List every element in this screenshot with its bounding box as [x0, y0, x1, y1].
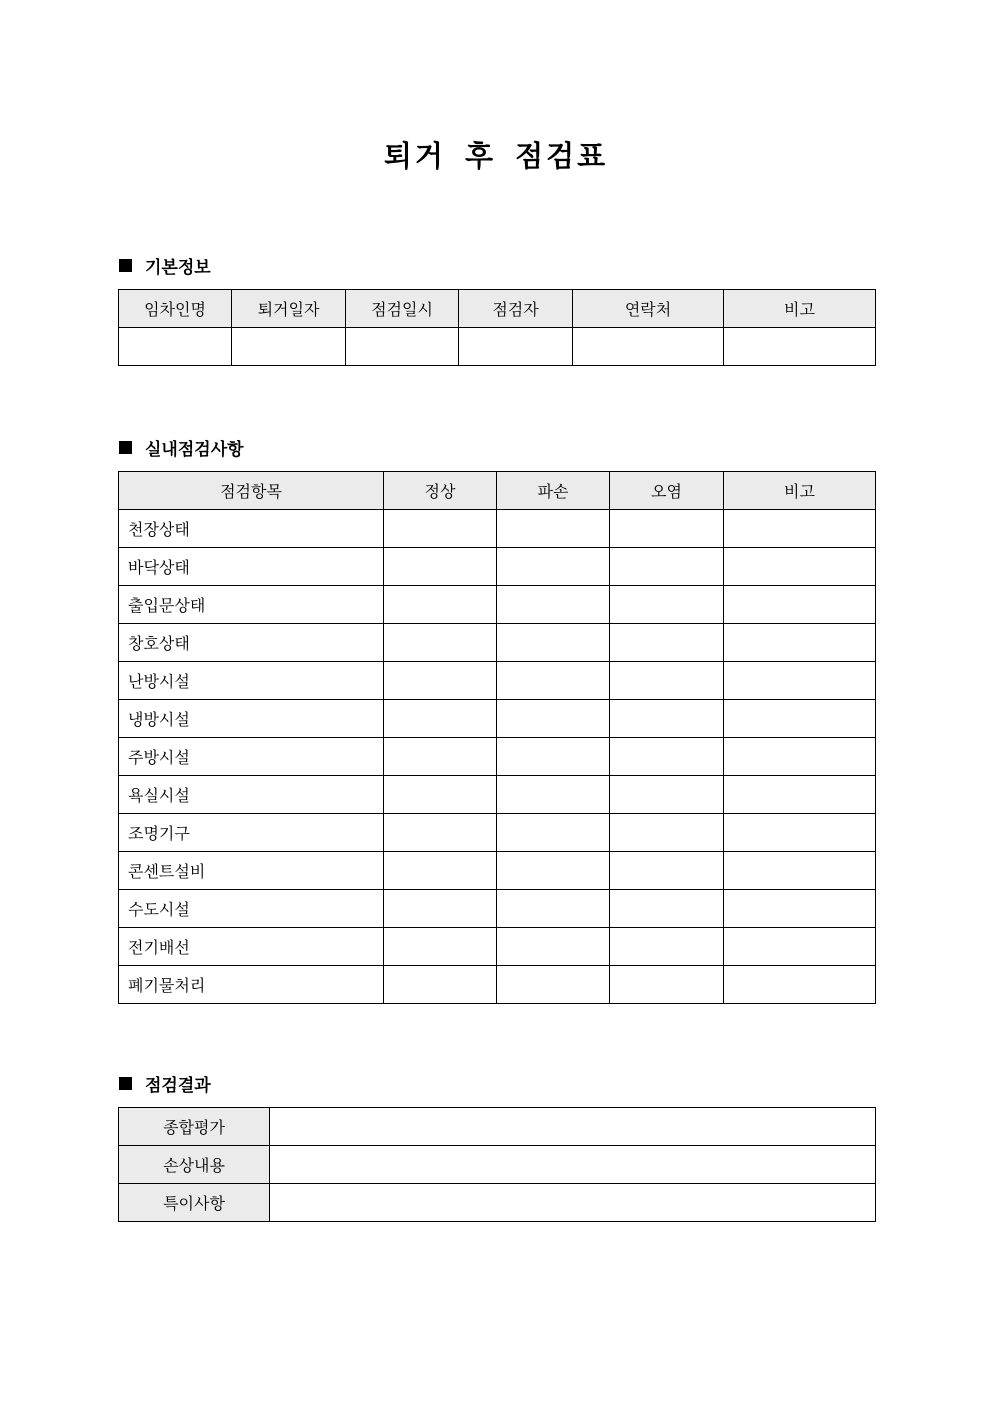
check-item-label: 전기배선	[119, 928, 384, 966]
damaged-cell[interactable]	[497, 624, 610, 662]
check-item-label: 조명기구	[119, 814, 384, 852]
header-contaminated: 오염	[610, 472, 724, 510]
special-notes-cell[interactable]	[270, 1184, 876, 1222]
header-damaged: 파손	[497, 472, 610, 510]
damaged-cell[interactable]	[497, 510, 610, 548]
contaminated-cell[interactable]	[610, 510, 724, 548]
check-item-label: 창호상태	[119, 624, 384, 662]
table-row	[119, 852, 876, 890]
contaminated-cell[interactable]	[610, 738, 724, 776]
table-row	[119, 624, 876, 662]
section-heading-result	[119, 1071, 211, 1095]
section-heading-label: 기본정보	[145, 257, 211, 278]
header-move-out-date: 퇴거일자	[232, 290, 346, 328]
contaminated-cell[interactable]	[610, 852, 724, 890]
check-item-label: 욕실시설	[119, 776, 384, 814]
result-label-notes: 특이사항	[119, 1184, 270, 1222]
header-inspection-datetime: 점검일시	[346, 290, 459, 328]
normal-cell[interactable]	[384, 586, 497, 624]
normal-cell[interactable]	[384, 738, 497, 776]
check-item-label: 냉방시설	[119, 700, 384, 738]
normal-cell[interactable]	[384, 776, 497, 814]
table-row	[119, 1108, 876, 1146]
damaged-cell[interactable]	[497, 548, 610, 586]
result-label-damage: 손상내용	[119, 1146, 270, 1184]
remarks-cell[interactable]	[724, 624, 876, 662]
black-square-icon	[119, 441, 132, 454]
remarks-cell[interactable]	[724, 700, 876, 738]
normal-cell[interactable]	[384, 852, 497, 890]
remarks-cell[interactable]	[724, 890, 876, 928]
damaged-cell[interactable]	[497, 738, 610, 776]
table-row	[119, 586, 876, 624]
damage-details-cell[interactable]	[270, 1146, 876, 1184]
remarks-cell[interactable]	[724, 510, 876, 548]
normal-cell[interactable]	[384, 700, 497, 738]
table-header-row	[119, 290, 876, 328]
section-heading-label: 실내점검사항	[145, 439, 244, 460]
move-out-date-cell[interactable]	[232, 328, 346, 366]
remarks-cell[interactable]	[724, 738, 876, 776]
check-item-label: 천장상태	[119, 510, 384, 548]
normal-cell[interactable]	[384, 890, 497, 928]
check-item-label: 콘센트설비	[119, 852, 384, 890]
contaminated-cell[interactable]	[610, 890, 724, 928]
header-check-item: 점검항목	[119, 472, 384, 510]
normal-cell[interactable]	[384, 548, 497, 586]
table-row	[119, 700, 876, 738]
header-contact: 연락처	[573, 290, 724, 328]
table-row	[119, 328, 876, 366]
contaminated-cell[interactable]	[610, 928, 724, 966]
table-row	[119, 548, 876, 586]
header-tenant-name: 임차인명	[119, 290, 232, 328]
table-row	[119, 928, 876, 966]
contaminated-cell[interactable]	[610, 700, 724, 738]
normal-cell[interactable]	[384, 928, 497, 966]
page-title: 퇴거 후 점검표	[383, 139, 609, 173]
contaminated-cell[interactable]	[610, 548, 724, 586]
damaged-cell[interactable]	[497, 586, 610, 624]
table-row	[119, 738, 876, 776]
indoor-check-table	[118, 471, 876, 1004]
check-item-label: 주방시설	[119, 738, 384, 776]
damaged-cell[interactable]	[497, 776, 610, 814]
remarks-cell[interactable]	[724, 966, 876, 1004]
inspection-datetime-cell[interactable]	[346, 328, 459, 366]
table-row	[119, 776, 876, 814]
inspector-cell[interactable]	[459, 328, 573, 366]
check-item-label: 수도시설	[119, 890, 384, 928]
section-heading-indoor-check	[119, 435, 244, 459]
contact-cell[interactable]	[573, 328, 724, 366]
remarks-cell[interactable]	[724, 814, 876, 852]
check-item-label: 바닥상태	[119, 548, 384, 586]
remarks-cell[interactable]	[724, 852, 876, 890]
remarks-cell[interactable]	[724, 328, 876, 366]
damaged-cell[interactable]	[497, 662, 610, 700]
normal-cell[interactable]	[384, 814, 497, 852]
normal-cell[interactable]	[384, 662, 497, 700]
contaminated-cell[interactable]	[610, 624, 724, 662]
contaminated-cell[interactable]	[610, 814, 724, 852]
remarks-cell[interactable]	[724, 776, 876, 814]
section-heading-basic-info	[119, 253, 211, 277]
header-inspector: 점검자	[459, 290, 573, 328]
header-remarks: 비고	[724, 472, 876, 510]
damaged-cell[interactable]	[497, 700, 610, 738]
table-header-row	[119, 472, 876, 510]
header-normal: 정상	[384, 472, 497, 510]
result-label-overall: 종합평가	[119, 1108, 270, 1146]
contaminated-cell[interactable]	[610, 586, 724, 624]
check-item-label: 난방시설	[119, 662, 384, 700]
normal-cell[interactable]	[384, 624, 497, 662]
check-item-label: 폐기물처리	[119, 966, 384, 1004]
black-square-icon	[119, 1077, 132, 1090]
contaminated-cell[interactable]	[610, 662, 724, 700]
table-row	[119, 510, 876, 548]
table-row	[119, 1146, 876, 1184]
result-table	[118, 1107, 876, 1222]
overall-evaluation-cell[interactable]	[270, 1108, 876, 1146]
contaminated-cell[interactable]	[610, 776, 724, 814]
section-heading-label: 점검결과	[145, 1075, 211, 1096]
remarks-cell[interactable]	[724, 662, 876, 700]
table-row	[119, 1184, 876, 1222]
check-item-label: 출입문상태	[119, 586, 384, 624]
damaged-cell[interactable]	[497, 928, 610, 966]
remarks-cell[interactable]	[724, 548, 876, 586]
damaged-cell[interactable]	[497, 890, 610, 928]
normal-cell[interactable]	[384, 510, 497, 548]
header-remarks: 비고	[724, 290, 876, 328]
table-row	[119, 966, 876, 1004]
table-row	[119, 662, 876, 700]
table-row	[119, 814, 876, 852]
basic-info-table	[118, 289, 876, 366]
table-row	[119, 890, 876, 928]
normal-cell[interactable]	[384, 966, 497, 1004]
damaged-cell[interactable]	[497, 814, 610, 852]
remarks-cell[interactable]	[724, 928, 876, 966]
remarks-cell[interactable]	[724, 586, 876, 624]
damaged-cell[interactable]	[497, 852, 610, 890]
tenant-name-cell[interactable]	[119, 328, 232, 366]
damaged-cell[interactable]	[497, 966, 610, 1004]
black-square-icon	[119, 259, 132, 272]
contaminated-cell[interactable]	[610, 966, 724, 1004]
